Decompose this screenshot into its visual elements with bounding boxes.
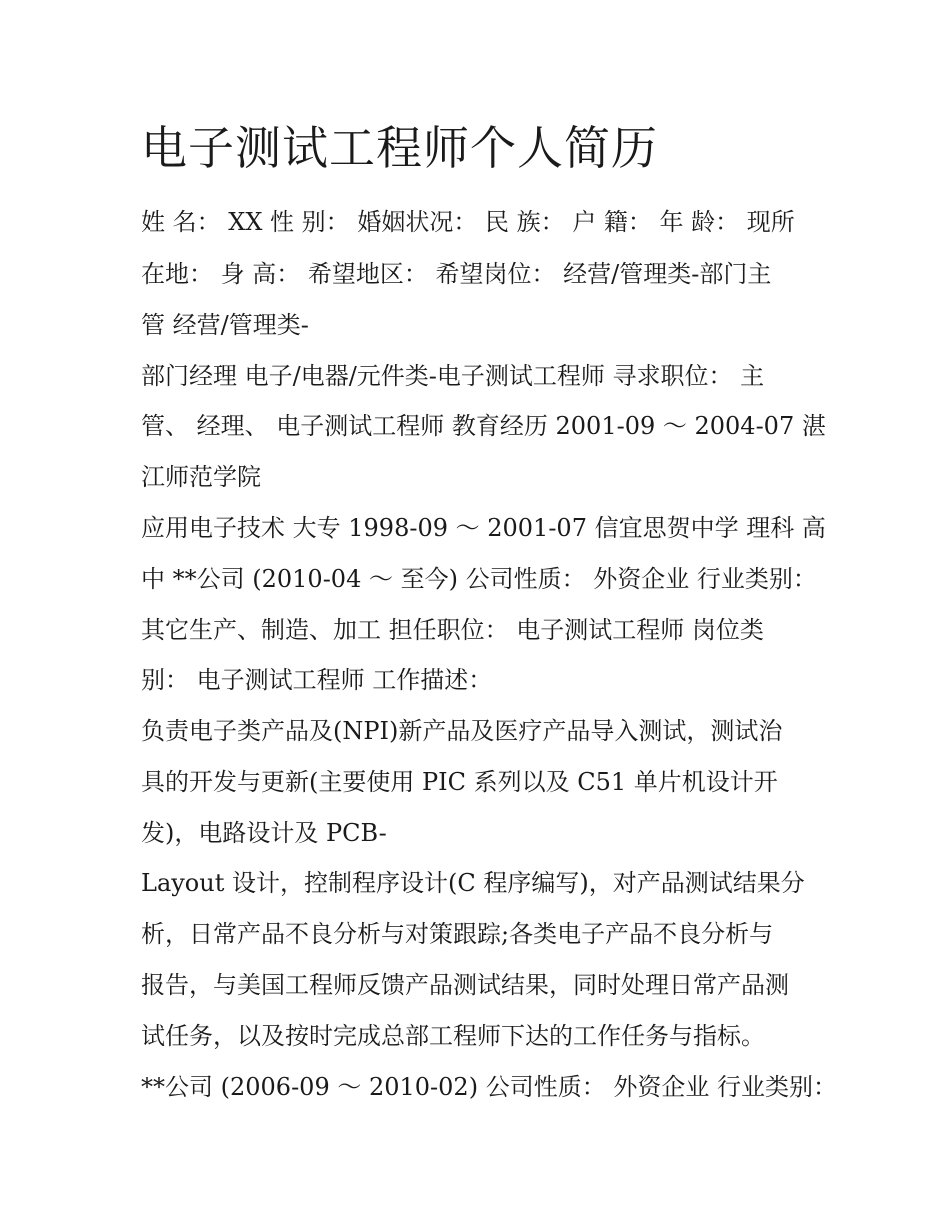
body-line-14: Layout 设计，控制程序设计(C 程序编写)，对产品测试结果分	[141, 869, 805, 897]
body-line-12: 具的开发与更新(主要使用 PIC 系列以及 C51 单片机设计开	[141, 768, 778, 796]
body-line-13: 发)，电路设计及 PCB-	[141, 819, 387, 847]
resume-title: 电子测试工程师个人简历	[141, 121, 658, 175]
body-line-2: 在地： 身 高： 希望地区： 希望岗位： 经营/管理类-部门主	[141, 260, 772, 288]
body-line-8: 中 **公司 (2010-04 ～ 至今) 公司性质： 外资企业 行业类别：	[141, 565, 817, 593]
body-line-18: **公司 (2006-09 ～ 2010-02) 公司性质： 外资企业 行业类别：	[141, 1073, 837, 1101]
body-line-6: 江师范学院	[141, 463, 261, 491]
body-line-10: 别： 电子测试工程师 工作描述：	[141, 666, 493, 694]
body-line-17: 试任务，以及按时完成总部工程师下达的工作任务与指标。	[141, 1022, 765, 1050]
body-line-16: 报告，与美国工程师反馈产品测试结果，同时处理日常产品测	[141, 971, 789, 999]
body-line-1: 姓 名： XX 性 别： 婚姻状况： 民 族： 户 籍： 年 龄： 现所	[141, 208, 795, 236]
body-line-4: 部门经理 电子/电器/元件类-电子测试工程师 寻求职位： 主	[141, 362, 765, 390]
body-line-5: 管、 经理、 电子测试工程师 教育经历 2001-09 ～ 2004-07 湛	[141, 412, 826, 440]
body-line-11: 负责电子类产品及(NPI)新产品及医疗产品导入测试，测试治	[141, 717, 783, 745]
body-line-15: 析，日常产品不良分析与对策跟踪;各类电子产品不良分析与	[141, 920, 774, 948]
body-line-7: 应用电子技术 大专 1998-09 ～ 2001-07 信宜思贺中学 理科 高	[141, 514, 826, 542]
body-line-3: 管 经营/管理类-	[141, 311, 309, 339]
body-line-9: 其它生产、制造、加工 担任职位： 电子测试工程师 岗位类	[141, 616, 764, 644]
